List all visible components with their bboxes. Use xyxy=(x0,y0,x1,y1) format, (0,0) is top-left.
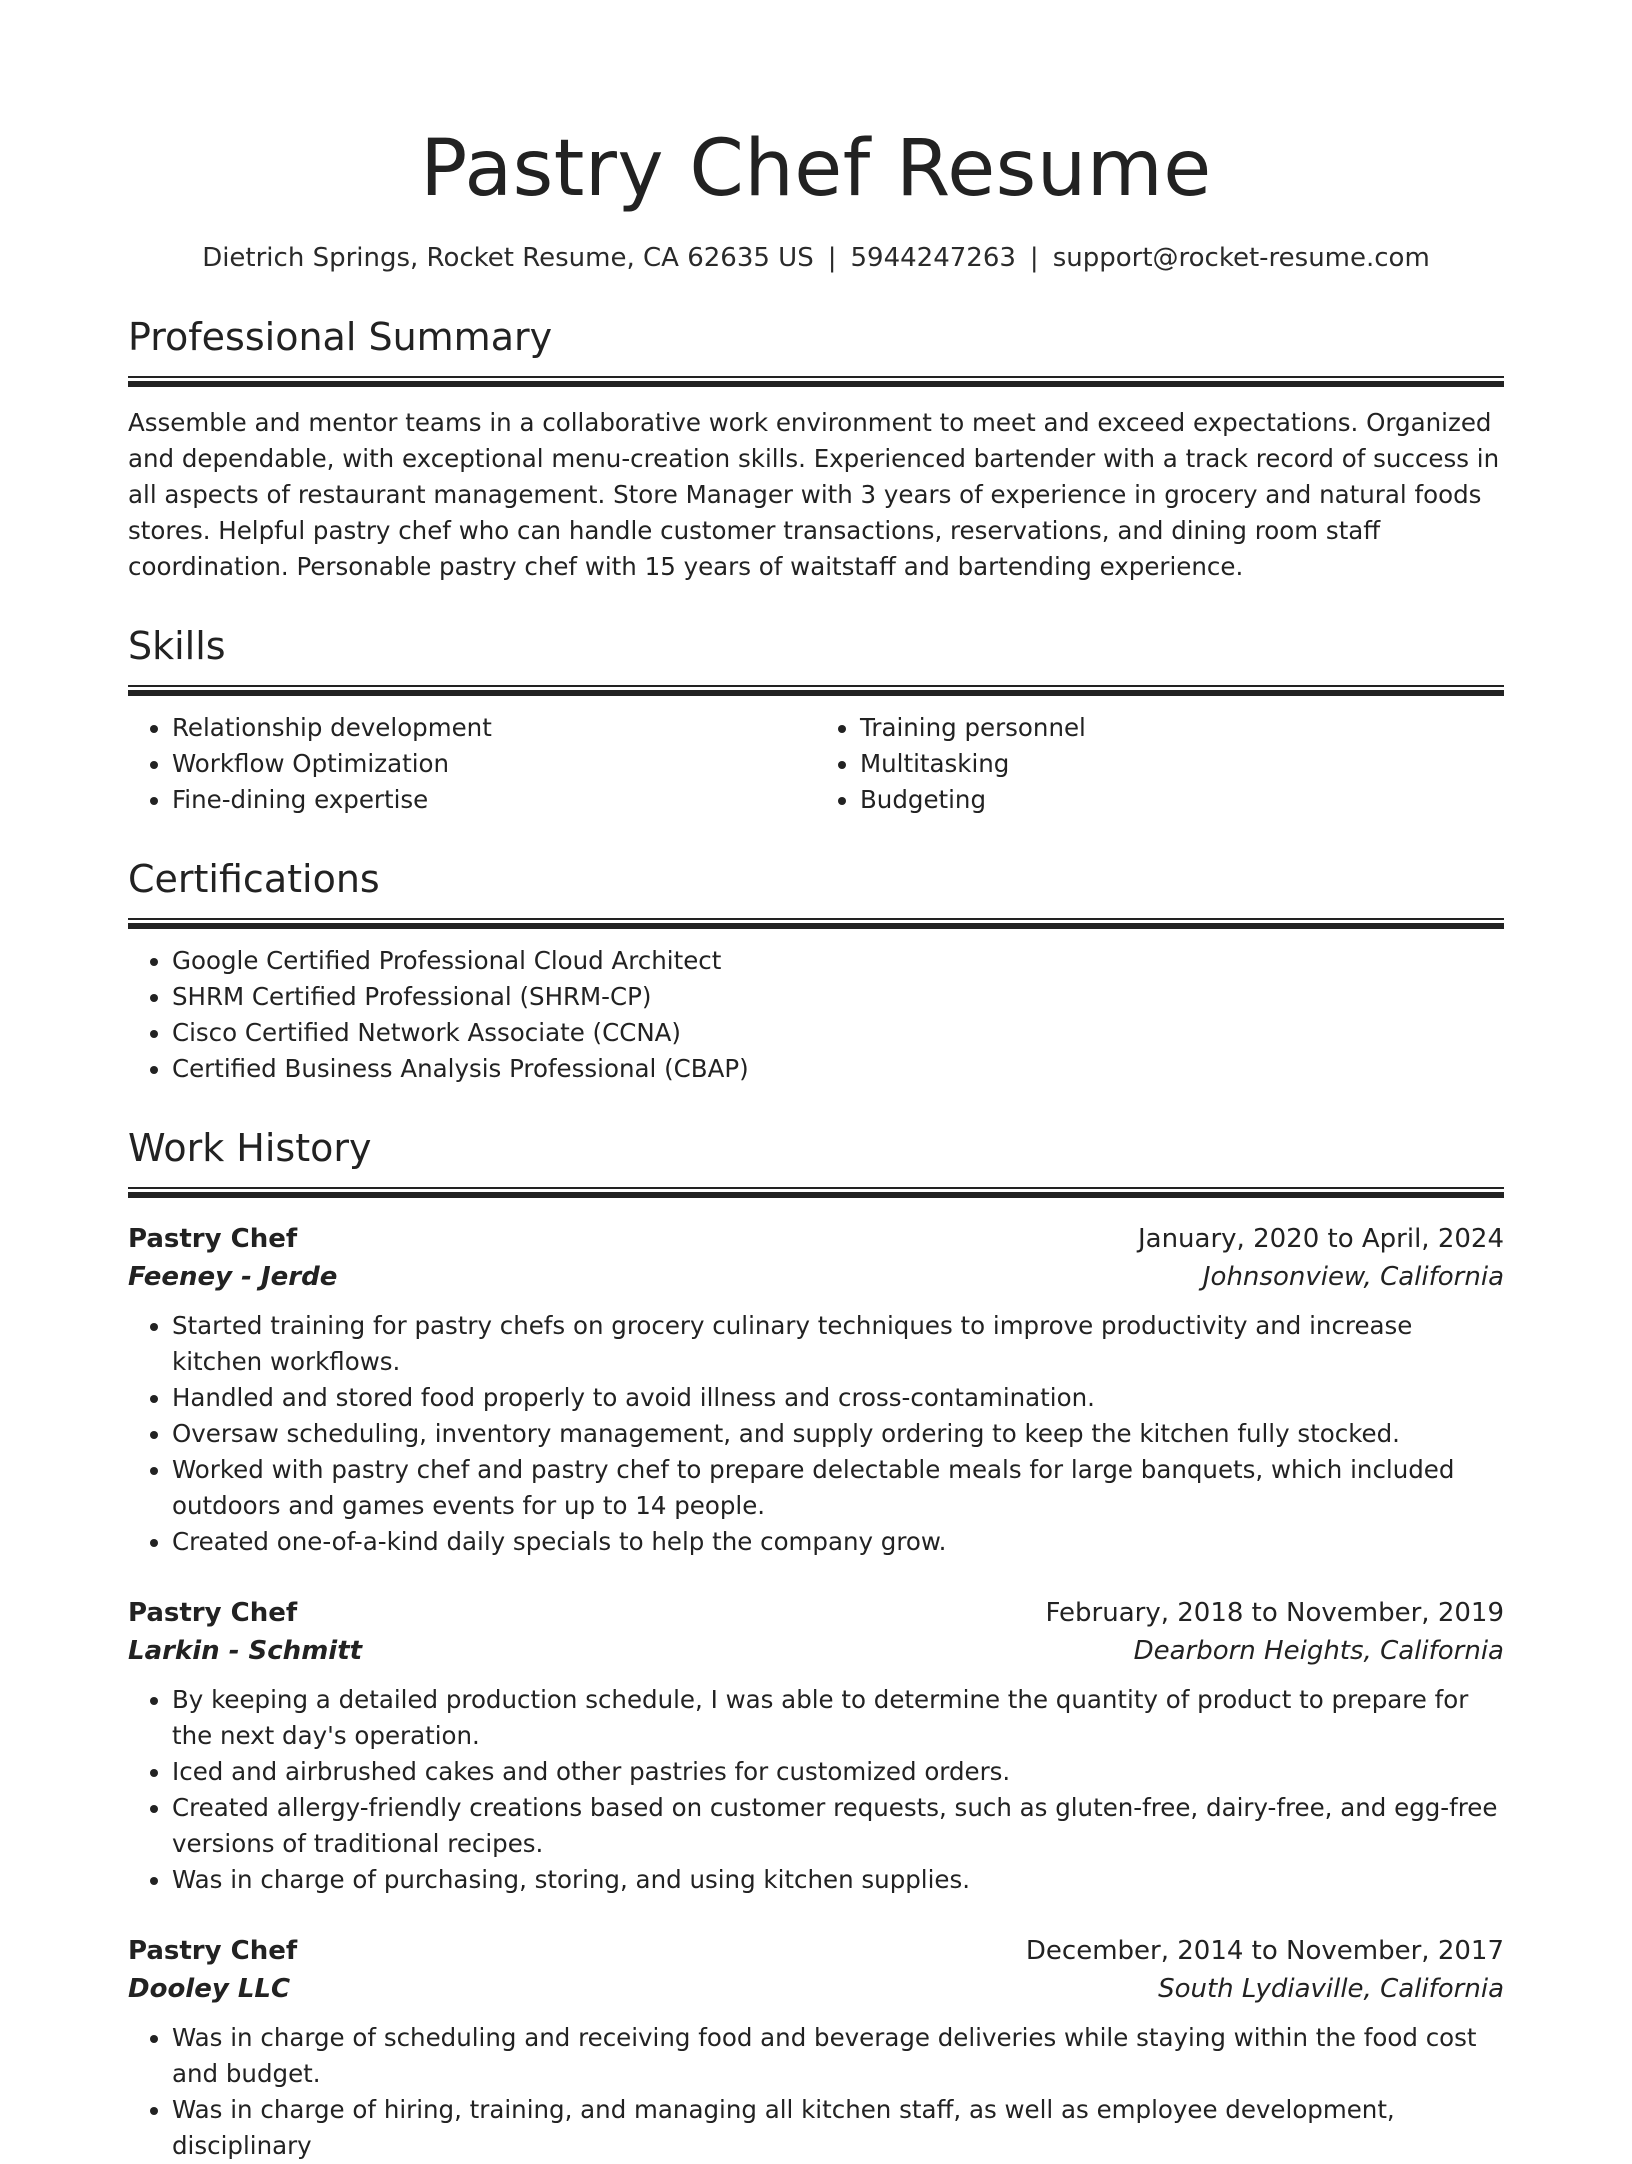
job-bullet: • Created allergy-friendly creations based on customer requests, such as gluten-free, dairy-free, and egg-free versions of traditional recipes. xyxy=(172,1790,1504,1862)
job-dates: February, 2018 to November, 2019 xyxy=(1045,1598,1504,1628)
skill-item: • Multitasking xyxy=(860,746,1504,782)
certification-item: • Certified Business Analysis Professional (CBAP) xyxy=(172,1051,1504,1087)
job-company-row xyxy=(128,1258,1504,1296)
summary-section xyxy=(128,312,1504,585)
job-company-row xyxy=(128,1970,1504,2008)
job-company: Feeney - Jerde xyxy=(128,1262,338,1292)
job-bullets xyxy=(128,1682,1504,1898)
contact-line xyxy=(128,240,1504,276)
skills-list-left xyxy=(128,710,816,818)
certification-item: • SHRM Certified Professional (SHRM-CP) xyxy=(172,979,1504,1015)
section-divider xyxy=(128,685,1504,696)
resume-title: Pastry Chef Resume xyxy=(420,124,1212,214)
certification-item: • Cisco Certified Network Associate (CCNA) xyxy=(172,1015,1504,1051)
job-entry xyxy=(128,1220,1504,1560)
job-bullet: • Started training for pastry chefs on grocery culinary techniques to improve productivity and increase kitchen workflows. xyxy=(172,1308,1504,1380)
job-dates: December, 2014 to November, 2017 xyxy=(1025,1936,1504,1966)
job-bullet: • Iced and airbrushed cakes and other pastries for customized orders. xyxy=(172,1754,1504,1790)
job-bullet: • Was in charge of hiring, training, and managing all kitchen staff, as well as employee development, disciplinary xyxy=(172,2092,1504,2164)
job-bullet: • Was in charge of purchasing, storing, and using kitchen supplies. xyxy=(172,1862,1504,1898)
summary-text: Assemble and mentor teams in a collaborative work environment to meet and exceed expectations. Organized and dependable, with exceptional menu-creation skills. Experienced bartender with a track record of success in all aspects of restaurant management. Store Manager with 3 years of experience in grocery and natural foods stores. Helpful pastry chef who can handle customer transactions, reservations, and dining room staff coordination. Personable pastry chef with 15 years of waitstaff and bartending experience. xyxy=(128,408,1500,581)
job-bullets xyxy=(128,2020,1504,2164)
section-divider xyxy=(128,376,1504,387)
job-header-row xyxy=(128,1220,1504,1258)
job-title: Pastry Chef xyxy=(128,1224,298,1254)
work-history-section xyxy=(128,1123,1504,2164)
contact-separator: | xyxy=(1029,243,1039,273)
contact-email: support@rocket-resume.com xyxy=(1052,243,1430,273)
job-title: Pastry Chef xyxy=(128,1936,298,1966)
skills-list-right xyxy=(816,710,1504,818)
certifications-heading: Certifications xyxy=(128,857,380,901)
section-divider xyxy=(128,1187,1504,1198)
skills-heading: Skills xyxy=(128,624,226,668)
job-bullet: • Handled and stored food properly to avoid illness and cross-contamination. xyxy=(172,1380,1504,1416)
job-header-row xyxy=(128,1594,1504,1632)
job-entry xyxy=(128,1932,1504,2164)
job-bullet: • Worked with pastry chef and pastry chef to prepare delectable meals for large banquets, which included outdoors and games events for up to 14 people. xyxy=(172,1452,1504,1524)
job-header-row xyxy=(128,1932,1504,1970)
job-bullet: • By keeping a detailed production schedule, I was able to determine the quantity of product to prepare for the next day's operation. xyxy=(172,1682,1504,1754)
contact-phone: 5944247263 xyxy=(850,243,1016,273)
job-dates: January, 2020 to April, 2024 xyxy=(1137,1224,1504,1254)
section-divider xyxy=(128,918,1504,929)
skill-item: • Relationship development xyxy=(172,710,816,746)
job-location: South Lydiaville, California xyxy=(1158,1974,1504,2004)
job-company-row xyxy=(128,1632,1504,1670)
job-title: Pastry Chef xyxy=(128,1598,298,1628)
job-bullet: • Oversaw scheduling, inventory management, and supply ordering to keep the kitchen fully stocked. xyxy=(172,1416,1504,1452)
certifications-section xyxy=(128,854,1504,1087)
summary-heading: Professional Summary xyxy=(128,315,553,359)
work-history-heading: Work History xyxy=(128,1126,372,1170)
job-bullets xyxy=(128,1308,1504,1560)
job-location: Johnsonview, California xyxy=(1202,1262,1504,1292)
skill-item: • Fine-dining expertise xyxy=(172,782,816,818)
job-entry xyxy=(128,1594,1504,1898)
job-bullet: • Was in charge of scheduling and receiving food and beverage deliveries while staying within the food cost and budget. xyxy=(172,2020,1504,2092)
skill-item: • Budgeting xyxy=(860,782,1504,818)
skills-section xyxy=(128,621,1504,818)
skill-item: • Training personnel xyxy=(860,710,1504,746)
contact-separator: | xyxy=(827,243,837,273)
job-company: Dooley LLC xyxy=(128,1974,291,2004)
skill-item: • Workflow Optimization xyxy=(172,746,816,782)
job-bullet: • Created one-of-a-kind daily specials to help the company grow. xyxy=(172,1524,1504,1560)
contact-address: Dietrich Springs, Rocket Resume, CA 62635 US xyxy=(202,243,814,273)
certification-item: • Google Certified Professional Cloud Architect xyxy=(172,943,1504,979)
skills-grid xyxy=(128,710,1504,818)
job-location: Dearborn Heights, California xyxy=(1133,1636,1504,1666)
job-company: Larkin - Schmitt xyxy=(128,1636,363,1666)
certifications-list xyxy=(128,943,1504,1087)
